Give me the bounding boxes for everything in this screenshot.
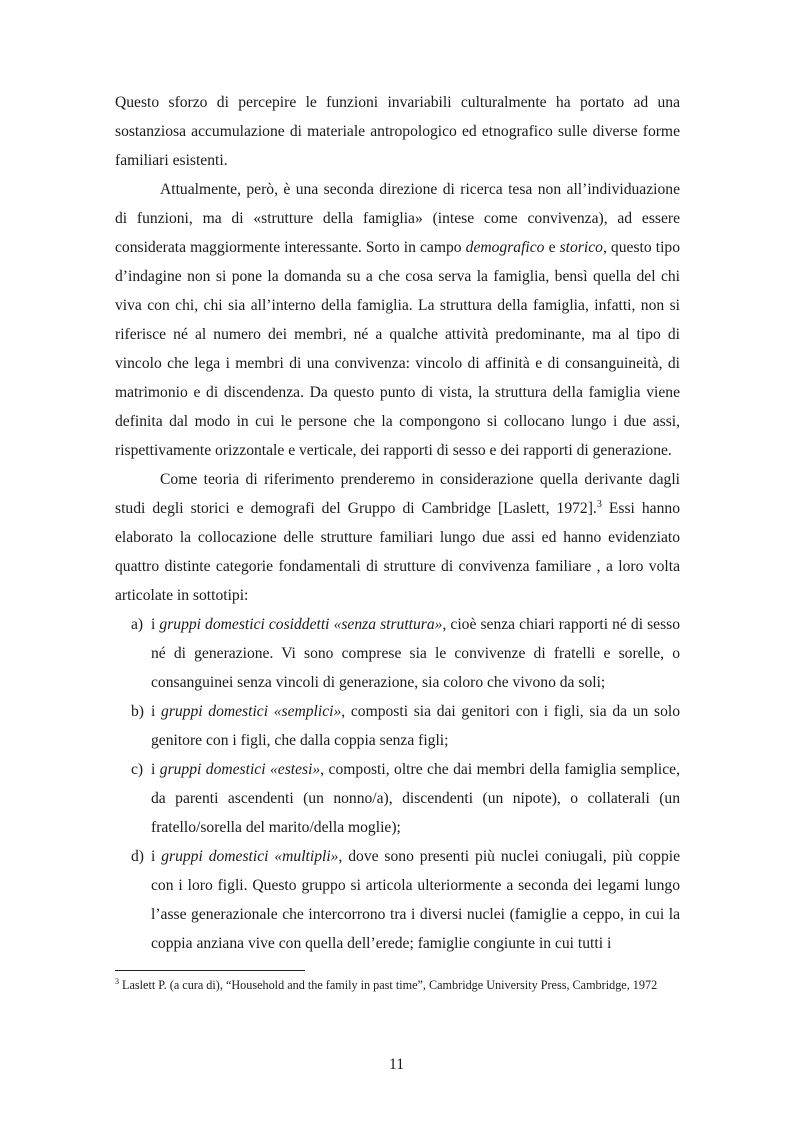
list-item — [115, 610, 680, 697]
list-item-text: , composti, oltre che dai membri della famiglia semplice, da parenti ascendenti (un nonno/a), discendenti (un nipote), o collaterali (un fratello/sorella del marito/della moglie); — [151, 761, 680, 836]
list-item — [115, 755, 680, 842]
list-marker: d) — [131, 848, 144, 865]
paragraph-3-text-b: Essi hanno elaborato la collocazione delle strutture familiari lungo due assi ed hanno evidenziato quattro distinte categorie fondamentali di strutture di convivenza familiare , a loro volta articolate in sottotipi: — [115, 500, 680, 604]
list-marker: c) — [131, 761, 144, 778]
list-item-emphasis: gruppi domestici cosiddetti «senza struttura» — [159, 616, 443, 633]
list-item — [115, 697, 680, 755]
list-item-emphasis: gruppi domestici «semplici» — [161, 703, 342, 720]
footnote-divider — [115, 970, 305, 971]
list-item-text: , composti sia dai genitori con i figli, sia da un solo genitore con i figli, che dalla coppia senza figli; — [151, 703, 680, 749]
list-marker: b) — [131, 703, 144, 720]
page-number: 11 — [388, 1056, 404, 1073]
footnote-number: 3 — [115, 976, 119, 986]
footnote-reference[interactable]: 3 — [596, 498, 602, 510]
list-item — [115, 842, 680, 958]
paragraph-1: Questo sforzo di percepire le funzioni invariabili culturalmente ha portato ad una sostanziosa accumulazione di materiale antropologico ed etnografico sulle diverse forme familiari esistenti. — [115, 94, 680, 169]
list-marker: a) — [131, 616, 144, 633]
page-body — [115, 88, 680, 958]
paragraph-2 — [115, 175, 680, 465]
list-item-prefix: i — [151, 616, 160, 633]
list-item-emphasis: gruppi domestici «estesi» — [159, 761, 321, 778]
list-item-prefix: i — [151, 703, 162, 720]
paragraph-2-text-b: e — [544, 239, 560, 256]
list-item-text: , dove sono presenti più nuclei coniugali, più coppie con i loro figli. Questo gruppo si articola ulteriormente a seconda dei legami lungo l’asse generazionale che intercorrono tra i diversi nuclei (famiglie a ceppo, in cui la coppia anziana vive con quella dell’erede; famiglie congiunte in cui tutti i — [151, 848, 680, 952]
category-list — [115, 610, 680, 958]
paragraph-2-emphasis-storico: storico — [559, 239, 603, 256]
paragraph-2-emphasis-demografico: demografico — [465, 239, 545, 256]
list-item-prefix: i — [151, 848, 162, 865]
footnote-text: Laslett P. (a cura di), “Household and the family in past time”, Cambridge University Press, Cambridge, 1972 — [119, 978, 658, 992]
list-item-prefix: i — [151, 761, 160, 778]
paragraph-2-text-a: Attualmente, però, è una seconda direzione di ricerca tesa non all’individuazione di funzioni, ma di «strutture della famiglia» (intese come convivenza), ad essere considerata maggiormente interessante. Sorto in campo — [115, 181, 680, 256]
list-item-emphasis: gruppi domestici «multipli» — [161, 848, 339, 865]
paragraph-3-text-a: Come teoria di riferimento prenderemo in considerazione quella derivante dagli studi degli storici e demografi del Gruppo di Cambridge [Laslett, 1972]. — [115, 471, 680, 517]
list-item-text: , cioè senza chiari rapporti né di sesso né di generazione. Vi sono comprese sia le convivenze di fratelli e sorelle, o consanguinei senza vincoli di generazione, sia coloro che vivono da soli; — [151, 616, 681, 691]
paragraph-3 — [115, 465, 680, 610]
footnote — [115, 977, 680, 993]
paragraph-2-text-c: , questo tipo d’indagine non si pone la domanda su a che cosa serva la famiglia, bensì quella del chi viva con chi, chi sia all’interno della famiglia. La struttura della famiglia, infatti, non si riferisce né al numero dei membri, né a qualche attività predominante, ma al tipo di vincolo che lega i membri di una convivenza: vincolo di affinità e di consanguineità, di matrimonio e di discendenza. Da questo punto di vista, la struttura della famiglia viene definita dal modo in cui le persone che la compongono si collocano lungo i due assi, rispettivamente orizzontale e verticale, dei rapporti di sesso e dei rapporti di generazione. — [115, 239, 681, 459]
